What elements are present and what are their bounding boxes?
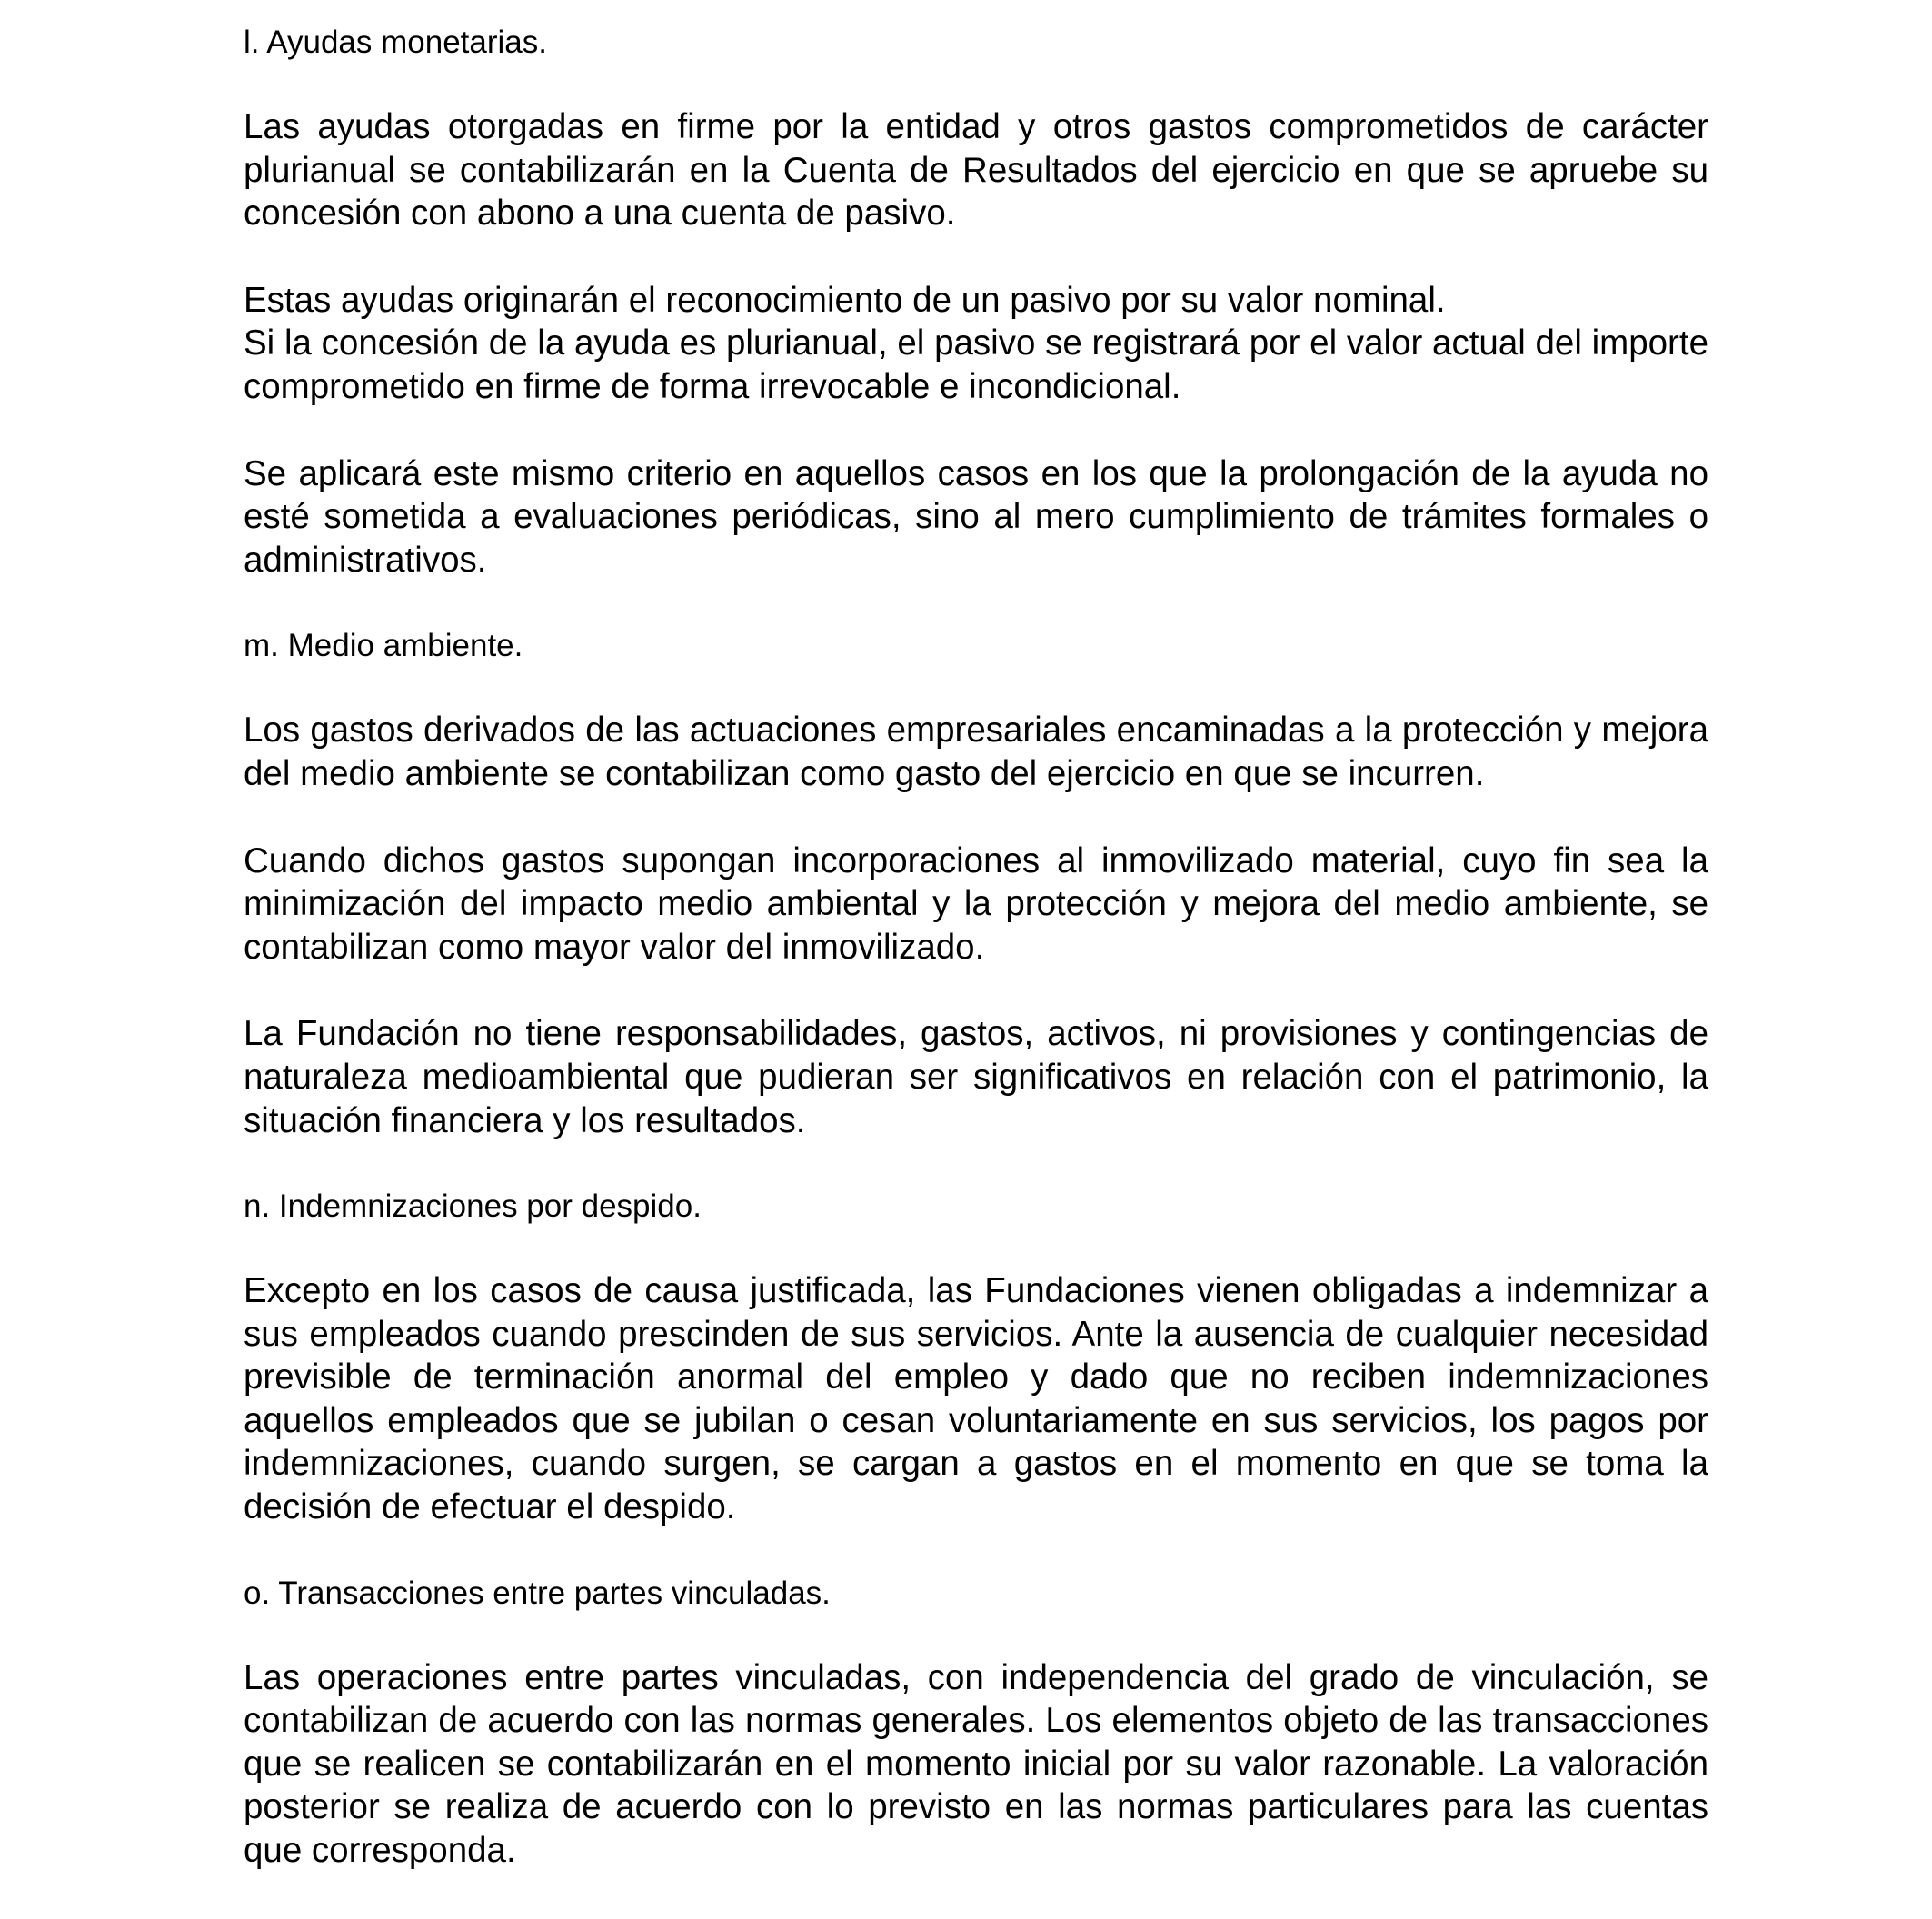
paragraph-line: Si la concesión de la ayuda es plurianual, el pasivo se registrará por el valor actual del importe comprometido en firme de forma irrevocable e incondicional. [244,323,1708,406]
paragraph [244,279,1708,409]
section-heading-transacciones: o. Transacciones entre partes vinculadas. [244,1575,831,1611]
spacer [244,1142,1708,1186]
spacer [244,1228,1708,1269]
spacer [244,667,1708,709]
paragraph-line: Estas ayudas originarán el reconocimiento de un pasivo por su valor nominal. [244,280,1446,320]
paragraph: Las operaciones entre partes vinculadas, con independencia del grado de vinculación, se contabilizan de acuerdo con las normas generales. Los elementos objeto de las transacciones que se realicen se contabilizarán en el momento inicial por su valor razonable. La valoración posterior se realiza de acuerdo con lo previsto en las normas particulares para las cuentas que corresponda. [244,1657,1708,1871]
section-heading-ayudas-monetarias: l. Ayudas monetarias. [244,25,547,60]
spacer [244,796,1708,840]
spacer [244,409,1708,452]
paragraph: Se aplicará este mismo criterio en aquellos casos en los que la prolongación de la ayuda no esté sometida a evaluaciones periódicas, sino al mero cumplimiento de trámites formales o administrativos. [244,453,1708,580]
paragraph: Cuando dichos gastos supongan incorporaciones al inmovilizado material, cuyo fin sea la minimización del impacto medio ambiental y la protección y mejora del medio ambiente, se contabilizan como mayor valor del inmovilizado. [244,840,1708,967]
paragraph: Las ayudas otorgadas en firme por la entidad y otros gastos comprometidos de carácter plurianual se contabilizarán en la Cuenta de Resultados del ejercicio en que se apruebe su concesión con abono a una cuenta de pasivo. [244,107,1708,234]
spacer [244,1529,1708,1573]
section-heading-indemnizaciones: n. Indemnizaciones por despido. [244,1188,702,1225]
paragraph: Excepto en los casos de causa justificada, las Fundaciones vienen obligadas a indemnizar a sus empleados cuando prescinden de sus servicios. Ante la ausencia de cualquier necesidad previsible de terminación anormal del empleo y dado que no reciben indemnizaciones aquellos empleados que se jubilan o cesan voluntariamente en sus servicios, los pagos por indemnizaciones, cuando surgen, se cargan a gastos en el momento en que se toma la decisión de efectuar el despido. [244,1271,1708,1527]
spacer [244,1615,1708,1656]
section-heading-medio-ambiente: m. Medio ambiente. [244,628,523,664]
spacer [244,582,1708,625]
spacer [244,235,1708,279]
spacer [244,969,1708,1012]
paragraph: La Fundación no tiene responsabilidades, gastos, activos, ni provisiones y contingencias de naturaleza medioambiental que pudieran ser significativos en relación con el patrimonio, la situación financiera y los resultados. [244,1014,1708,1140]
paragraph: Los gastos derivados de las actuaciones empresariales encaminadas a la protección y mejora del medio ambiente se contabilizan como gasto del ejercicio en que se incurren. [244,711,1708,793]
document-page [244,22,1708,1873]
spacer [244,64,1708,105]
